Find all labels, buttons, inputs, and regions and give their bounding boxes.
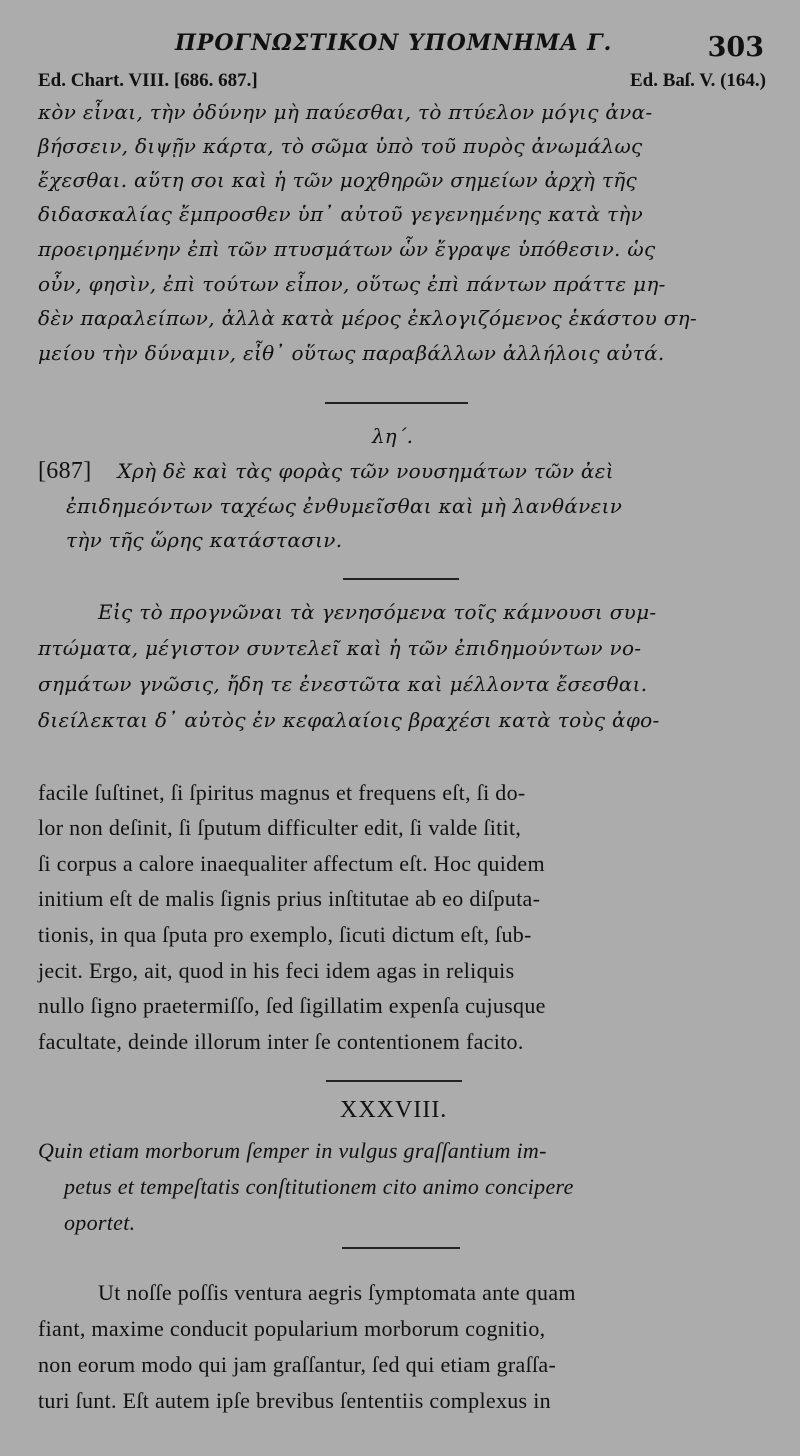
text-line: τὴν τῆς ὥρης κατάστασιν.	[66, 528, 343, 552]
page-header	[0, 30, 800, 70]
text-line: διείλεκται δ᾽ αὐτὸς ἐν κεφαλαίοις βραχέσι κατὰ τοὺς ἀφο-	[38, 708, 660, 732]
text-line: οὖν, φησὶν, ἐπὶ τούτων εἶπον, οὕτως ἐπὶ πάντων πράττε μη-	[38, 272, 666, 296]
text-line: petus et tempeſtatis conſtitutionem cito animo concipere	[64, 1174, 574, 1199]
divider-rule	[343, 578, 459, 580]
text-line: Χρὴ δὲ καὶ τὰς φορὰς τῶν νουσημάτων τῶν ἀεὶ	[117, 459, 614, 483]
divider-rule	[326, 1080, 462, 1082]
text-line: initium eſt de malis ſignis prius inſtitutae ab eo diſputa-	[38, 886, 541, 911]
page-number: 303	[707, 32, 764, 63]
text-line: πτώματα, μέγιστον συντελεῖ καὶ ἡ τῶν ἐπιδημούντων νο-	[38, 636, 642, 660]
edition-chart-ref: Ed. Chart. VIII. [686. 687.]	[38, 70, 258, 91]
text-line: jecit. Ergo, ait, quod in his feci idem agas in reliquis	[38, 958, 515, 983]
text-line: διδασκαλίας ἔμπροσθεν ὑπ᾽ αὐτοῦ γεγενημένης κατὰ τὴν	[38, 202, 644, 226]
text-line: fiant, maxime conducit popularium morborum cognitio,	[38, 1316, 546, 1341]
text-line: Quin etiam morborum ſemper in vulgus graſſantium im-	[38, 1138, 547, 1163]
text-line: Ut noſſe poſſis ventura aegris ſymptomata ante quam	[98, 1280, 576, 1305]
running-title: ΠΡΟΓΝΩΣΤΙΚΟΝ ΥΠΟΜΝΗΜΑ Γ.	[175, 30, 613, 56]
text-line: προειρημένην ἐπὶ τῶν πτυσμάτων ὧν ἔγραψε ὑπόθεσιν. ὡς	[38, 237, 656, 261]
aphorism-first-line	[38, 458, 766, 485]
text-line: βήσσειν, διψῇν κάρτα, τὸ σῶμα ὑπὸ τοῦ πυρὸς ἀνωμάλως	[38, 134, 643, 158]
divider-rule	[325, 402, 468, 404]
aphorism-number: [687]	[38, 458, 92, 484]
greek-section-heading: λη΄.	[372, 424, 414, 448]
text-line: facultate, deinde illorum inter ſe contentionem facito.	[38, 1029, 524, 1054]
edition-basel-ref: Ed. Baſ. V. (164.)	[629, 70, 766, 91]
text-line: σημάτων γνῶσις, ἤδη τε ἐνεστῶτα καὶ μέλλοντα ἔσεσθαι.	[38, 672, 648, 696]
text-line: tionis, in qua ſputa pro exemplo, ſicuti dictum eſt, ſub-	[38, 922, 532, 947]
latin-section-heading: XXXVIII.	[340, 1097, 448, 1123]
text-line: ἔχεσθαι. αὕτη σοι καὶ ἡ τῶν μοχθηρῶν σημείων ἀρχὴ τῆς	[38, 168, 638, 192]
text-line: ſi corpus a calore inaequaliter affectum eſt. Hoc quidem	[38, 851, 545, 876]
text-line: nullo ſigno praetermiſſo, ſed ſigillatim expenſa cujusque	[38, 993, 546, 1018]
text-line: non eorum modo qui jam graſſantur, ſed qui etiam graſſa-	[38, 1352, 557, 1377]
text-line: lor non deſinit, ſi ſputum difficulter edit, ſi valde ſitit,	[38, 815, 522, 840]
text-line: κὸν εἶναι, τὴν ὀδύνην μὴ παύεσθαι, τὸ πτύελον μόγις ἀνα-	[38, 100, 653, 124]
text-line: Εἰς τὸ προγνῶναι τὰ γενησόμενα τοῖς κάμνουσι συμ-	[98, 600, 657, 624]
text-line: μείου τὴν δύναμιν, εἶθ᾽ οὕτως παραβάλλων ἀλλήλοις αὐτά.	[38, 341, 665, 365]
text-line: oportet.	[64, 1210, 136, 1235]
text-line: turi ſunt. Eſt autem ipſe brevibus ſententiis complexus in	[38, 1388, 551, 1413]
text-line: ἐπιδημεόντων ταχέως ἐνθυμεῖσθαι καὶ μὴ λανθάνειν	[66, 494, 623, 518]
text-line: facile ſuſtinet, ſi ſpiritus magnus et frequens eſt, ſi do-	[38, 780, 526, 805]
text-line: δὲν παραλείπων, ἀλλὰ κατὰ μέρος ἐκλογιζόμενος ἑκάστου ση-	[38, 306, 697, 330]
edition-line	[38, 70, 766, 98]
divider-rule	[342, 1247, 460, 1249]
